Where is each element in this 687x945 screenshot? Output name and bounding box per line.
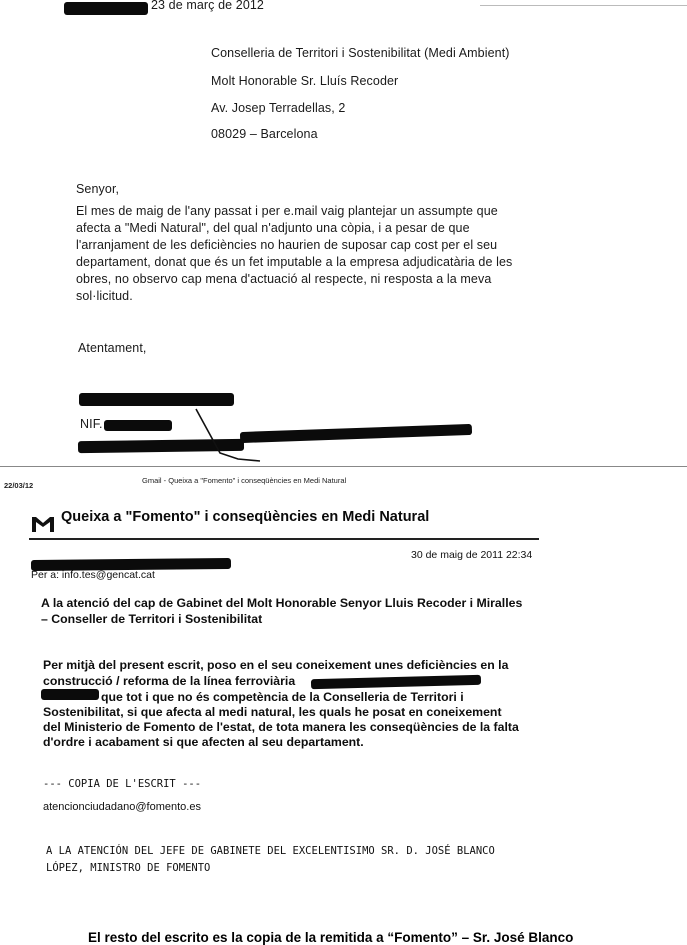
nif-label: NIF. bbox=[80, 417, 103, 431]
page-separator bbox=[0, 466, 687, 467]
letter-body-line: obres, no observo cap mena d'actuació al respecte, ni resposta a la meva bbox=[76, 272, 492, 286]
letter-body-line: departament, donat que és un fet imputable a la empresa adjudicatària de les bbox=[76, 255, 513, 269]
redacted-railway-location-2 bbox=[41, 689, 99, 700]
letter-body-line: l'arranjament de les deficiències no haurien de suposar cap cost per el seu bbox=[76, 238, 498, 252]
salutation: Senyor, bbox=[76, 182, 120, 196]
recipient-street: Av. Josep Terradellas, 2 bbox=[211, 101, 346, 115]
recipient-department: Conselleria de Territori i Sostenibilitat (Medi Ambient) bbox=[211, 46, 510, 60]
closing: Atentament, bbox=[78, 341, 147, 355]
letter-body-line: El mes de maig de l'any passat i per e.mail vaig plantejar un assumpte que bbox=[76, 204, 498, 218]
redacted-sender bbox=[64, 2, 148, 15]
print-date: 22/03/12 bbox=[4, 481, 34, 490]
attention-line: – Conseller de Territori i Sostenibilitat bbox=[41, 612, 263, 626]
letter-body-line: afecta a "Medi Natural", del qual n'adjunto una còpia, i a pesar de que bbox=[76, 221, 470, 235]
footer-note: El resto del escrito es la copia de la remitida a “Fomento” – Sr. José Blanco bbox=[88, 930, 574, 945]
letter-date: 23 de març de 2012 bbox=[151, 0, 264, 12]
spanish-attention-line: A LA ATENCIÓN DEL JEFE DE GABINETE DEL EXCELENTISIMO SR. D. JOSÉ BLANCO bbox=[46, 845, 495, 857]
print-header: Gmail - Queixa a "Fomento" i conseqüències en Medi Natural bbox=[142, 476, 347, 485]
copy-marker: --- COPIA DE L'ESCRIT --- bbox=[43, 778, 202, 790]
letter-body-line: sol·licitud. bbox=[76, 289, 133, 303]
handwritten-signature-icon bbox=[180, 405, 320, 465]
email-body-line: Per mitjà del present escrit, poso en el seu coneixement unes deficiències en la bbox=[43, 658, 509, 672]
email-subject: Queixa a "Fomento" i conseqüències en Medi Natural bbox=[61, 509, 430, 525]
recipient-city: 08029 – Barcelona bbox=[211, 127, 318, 141]
sent-datetime: 30 de maig de 2011 22:34 bbox=[411, 549, 533, 561]
recipient-name: Molt Honorable Sr. Lluís Recoder bbox=[211, 74, 399, 88]
attention-line: A la atenció del cap de Gabinet del Molt Honorable Senyor Lluis Recoder i Miralles bbox=[41, 596, 523, 610]
to-recipient: Per a: info.tes@gencat.cat bbox=[31, 569, 155, 581]
email-body-line: Sostenibilitat, si que afecta al medi natural, les quals he posat en coneixement bbox=[43, 705, 502, 719]
top-edge-line bbox=[480, 5, 687, 6]
email-body-line: del Ministerio de Fomento de l'estat, de tota manera les conseqüències de la falta bbox=[43, 720, 519, 734]
gmail-logo-icon bbox=[31, 515, 55, 533]
redacted-nif bbox=[104, 420, 172, 431]
copy-email-address: atencionciudadano@fomento.es bbox=[43, 801, 201, 813]
email-body-line: d'ordre i acabament si que afecten al seu departament. bbox=[43, 735, 364, 749]
spanish-attention-line: LÓPEZ, MINISTRO DE FOMENTO bbox=[46, 862, 211, 874]
email-body-line: construcció / reforma de la línea ferroviària bbox=[43, 674, 296, 688]
redacted-railway-location bbox=[311, 675, 481, 689]
subject-underline bbox=[29, 538, 539, 540]
email-body-line: que tot i que no és competència de la Conselleria de Territori i bbox=[101, 690, 464, 704]
